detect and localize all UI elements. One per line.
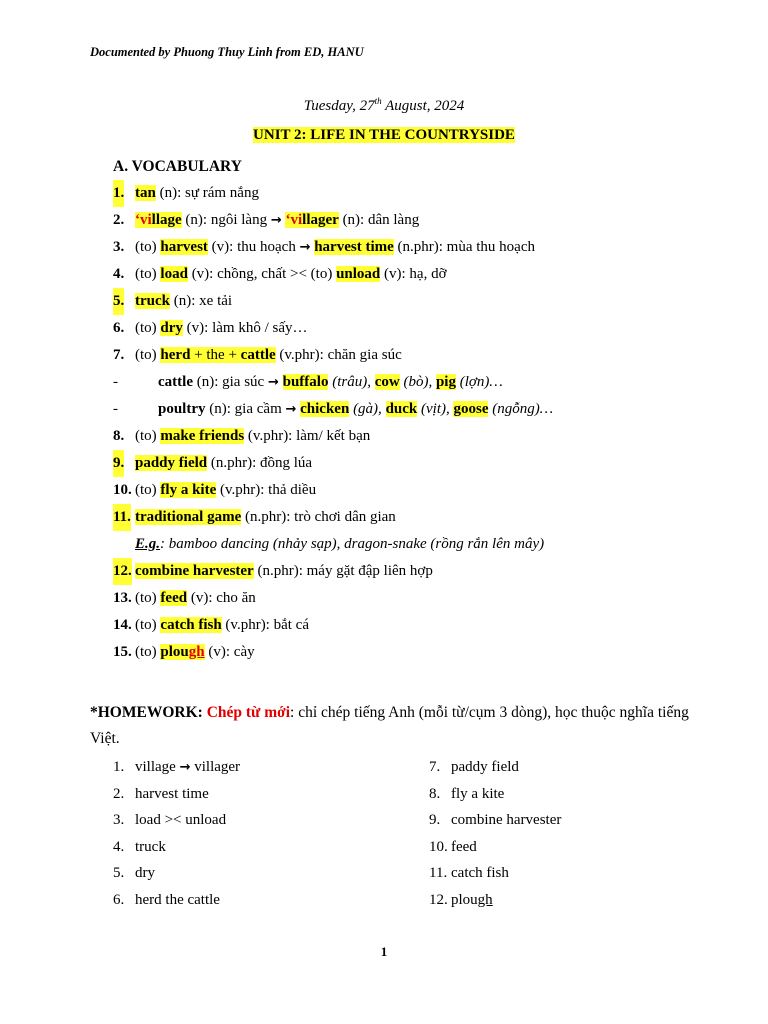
example-meaning: (bò), [399, 374, 436, 390]
vocab-subitem-cattle [113, 369, 733, 396]
term-part: + the + [190, 347, 241, 363]
definition: (n): dân làng [338, 212, 420, 228]
term: harvest time [314, 239, 394, 255]
item-number: 12. [429, 891, 448, 908]
term: traditional game [135, 509, 242, 525]
right-arrow-icon: → [299, 240, 311, 255]
item-number: 5. [113, 865, 125, 882]
vocab-example [113, 531, 733, 558]
lesson-date [0, 96, 768, 115]
item-number: 6. [113, 891, 125, 908]
definition: (n.phr): đồng lúa [207, 455, 313, 471]
example-text: : bamboo dancing (nhảy sạp), dragon-snake (rồng rắn lên mây) [160, 536, 545, 552]
to-prefix: (to) [135, 320, 161, 336]
item-number: 15. [113, 644, 132, 660]
term: tan [135, 185, 156, 201]
vocab-item-traditional-game [113, 504, 733, 531]
term: feed [160, 590, 188, 606]
right-arrow-icon: → [285, 402, 297, 417]
homework-item [429, 887, 709, 914]
item-number: 8. [113, 428, 125, 444]
item-number: 8. [429, 785, 441, 802]
example-meaning: (lợn)… [455, 374, 503, 390]
example-word: duck [385, 401, 418, 417]
term-part: herd [160, 347, 191, 363]
term: poultry [158, 401, 206, 417]
term: catch fish [160, 617, 222, 633]
right-arrow-icon: → [270, 213, 282, 228]
definition: (v.phr): bắt cá [221, 617, 309, 633]
term: dry [160, 320, 183, 336]
definition: (v): hạ, dỡ [380, 266, 447, 282]
example-meaning: (trâu), [328, 374, 375, 390]
term [285, 212, 338, 228]
item-text: fly a kite [451, 785, 505, 802]
vocabulary-list [113, 180, 733, 666]
term: combine harvester [135, 563, 254, 579]
item-number: 2. [113, 785, 125, 802]
term: fly a kite [160, 482, 217, 498]
definition: (n.phr): mùa thu hoạch [393, 239, 535, 255]
definition: (n): xe tải [170, 293, 233, 309]
homework-item [113, 754, 393, 781]
term: cattle [158, 374, 193, 390]
item-text: feed [451, 838, 477, 855]
example-word: chicken [300, 401, 350, 417]
homework-list-right [429, 754, 709, 914]
item-number: 1. [113, 759, 125, 775]
date-sup: th [374, 96, 382, 106]
definition: (n): gia cầm [205, 401, 286, 417]
vocab-item-plough [113, 639, 733, 666]
to-prefix: (to) [135, 428, 161, 444]
term [135, 212, 182, 228]
page-number: 1 [380, 944, 388, 959]
to-prefix: (to) [135, 239, 161, 255]
item-number: 7. [113, 347, 125, 363]
example-meaning: (vịt), [417, 401, 454, 417]
vocab-item-village [113, 207, 733, 234]
example-meaning: (gà), [349, 401, 386, 417]
item-number: 9. [429, 812, 441, 829]
vocab-item-combine-harvester [113, 558, 733, 585]
to-prefix: (to) [135, 590, 161, 606]
definition: (n): gia súc [192, 374, 268, 390]
item-number: 5. [113, 288, 124, 315]
item-number: 1. [113, 180, 124, 207]
item-number: 3. [113, 239, 125, 255]
definition: (n): sự rám nắng [155, 185, 259, 201]
example-word: goose [453, 401, 489, 417]
term-rest: llage [151, 212, 182, 228]
term: make friends [160, 428, 245, 444]
item-text-underlined: gh [477, 891, 493, 908]
term-rest: llager [302, 212, 339, 228]
homework-item [113, 887, 393, 914]
homework-item [113, 781, 393, 808]
item-text: truck [135, 838, 166, 855]
item-text: catch fish [451, 865, 509, 882]
homework-label: *HOMEWORK: [90, 704, 207, 721]
term: harvest [160, 239, 208, 255]
definition: (n.phr): trò chơi dân gian [241, 509, 396, 525]
homework-item [429, 807, 709, 834]
term-part: cattle [240, 347, 276, 363]
bullet-dash: - [113, 401, 118, 417]
vocab-item-truck [113, 288, 733, 315]
section-heading: A. VOCABULARY [113, 158, 242, 175]
document-header: Documented by Phuong Thuy Linh from ED, HANU [90, 45, 364, 59]
example-label: E.g. [135, 536, 161, 552]
term: paddy field [135, 455, 208, 471]
definition: (v): thu hoạch [207, 239, 300, 255]
term: unload [336, 266, 381, 282]
definition: (n): ngôi làng [181, 212, 271, 228]
definition: (v): cày [204, 644, 255, 660]
homework-text: : chỉ chép tiếng Anh (mỗi từ/cụm 3 dòng), học thuộc nghĩa tiếng Việt. [90, 704, 689, 747]
item-text: plou [451, 891, 478, 908]
vocab-subitem-poultry [113, 396, 733, 423]
silent-letters: gh [188, 644, 205, 660]
bullet-dash: - [113, 374, 118, 390]
item-number: 13. [113, 590, 132, 606]
vocab-item-harvest [113, 234, 733, 261]
definition: (v.phr): chăn gia súc [275, 347, 402, 363]
item-text: village [135, 759, 180, 775]
date-prefix: Tuesday, 27 [303, 98, 375, 114]
vocab-item-tan [113, 180, 733, 207]
definition: (v): cho ăn [187, 590, 256, 606]
definition: (v.phr): làm/ kết bạn [244, 428, 371, 444]
stress-mark: ‘vi [285, 212, 303, 228]
vocab-item-make-friends [113, 423, 733, 450]
term: truck [135, 293, 170, 309]
vocab-item-feed [113, 585, 733, 612]
example-meaning: (ngỗng)… [488, 401, 554, 417]
vocab-item-fly-a-kite [113, 477, 733, 504]
to-prefix: (to) [135, 482, 161, 498]
term-part: plou [160, 644, 189, 660]
item-text: harvest time [135, 785, 209, 802]
homework-item [429, 834, 709, 861]
definition: (n.phr): máy gặt đập liên hợp [253, 563, 433, 579]
item-number: 2. [113, 212, 125, 228]
date-suffix: August, 2024 [381, 98, 465, 114]
item-number: 9. [113, 450, 124, 477]
definition: (v.phr): thả diều [216, 482, 317, 498]
item-number: 4. [113, 838, 125, 855]
example-word: cow [374, 374, 400, 390]
item-number: 10. [429, 838, 448, 855]
homework-highlight: Chép từ mới [206, 704, 291, 721]
to-prefix: (to) [135, 617, 161, 633]
unit-title-text: UNIT 2: LIFE IN THE COUNTRYSIDE [253, 127, 515, 143]
item-number: 6. [113, 320, 125, 336]
item-number: 14. [113, 617, 132, 633]
item-text: dry [135, 865, 155, 882]
homework-instruction [90, 700, 690, 752]
right-arrow-icon: → [179, 760, 191, 775]
vocab-item-herd-the-cattle [113, 342, 733, 369]
item-text: combine harvester [451, 812, 562, 829]
definition: (v): làm khô / sấy… [182, 320, 308, 336]
item-number: 10. [113, 482, 132, 498]
vocab-item-load [113, 261, 733, 288]
vocab-item-catch-fish [113, 612, 733, 639]
vocab-item-paddy-field [113, 450, 733, 477]
item-number: 11. [429, 865, 448, 882]
homework-item [113, 860, 393, 887]
homework-list-left [113, 754, 393, 914]
item-text: villager [194, 759, 241, 775]
homework-item [429, 754, 709, 781]
vocab-item-dry [113, 315, 733, 342]
homework-item [113, 807, 393, 834]
homework-item [429, 781, 709, 808]
term: load [160, 266, 188, 282]
item-text: herd the cattle [135, 891, 220, 908]
to-prefix: (to) [135, 644, 161, 660]
to-prefix: (to) [135, 347, 161, 363]
term [160, 347, 275, 363]
item-text: paddy field [451, 759, 519, 775]
example-word: buffalo [282, 374, 329, 390]
term [160, 644, 204, 660]
homework-item [429, 860, 709, 887]
item-number: 3. [113, 812, 125, 829]
stress-mark: ‘vi [135, 212, 152, 228]
homework-item [113, 834, 393, 861]
item-number: 12. [113, 558, 132, 585]
unit-title [0, 127, 768, 144]
item-text: load >< unload [135, 812, 227, 829]
item-number: 4. [113, 266, 125, 282]
to-prefix: (to) [135, 266, 161, 282]
example-word: pig [435, 374, 456, 390]
item-number: 7. [429, 759, 441, 775]
right-arrow-icon: → [267, 375, 279, 390]
item-number: 11. [113, 504, 131, 531]
definition: (v): chồng, chất >< (to) [187, 266, 337, 282]
